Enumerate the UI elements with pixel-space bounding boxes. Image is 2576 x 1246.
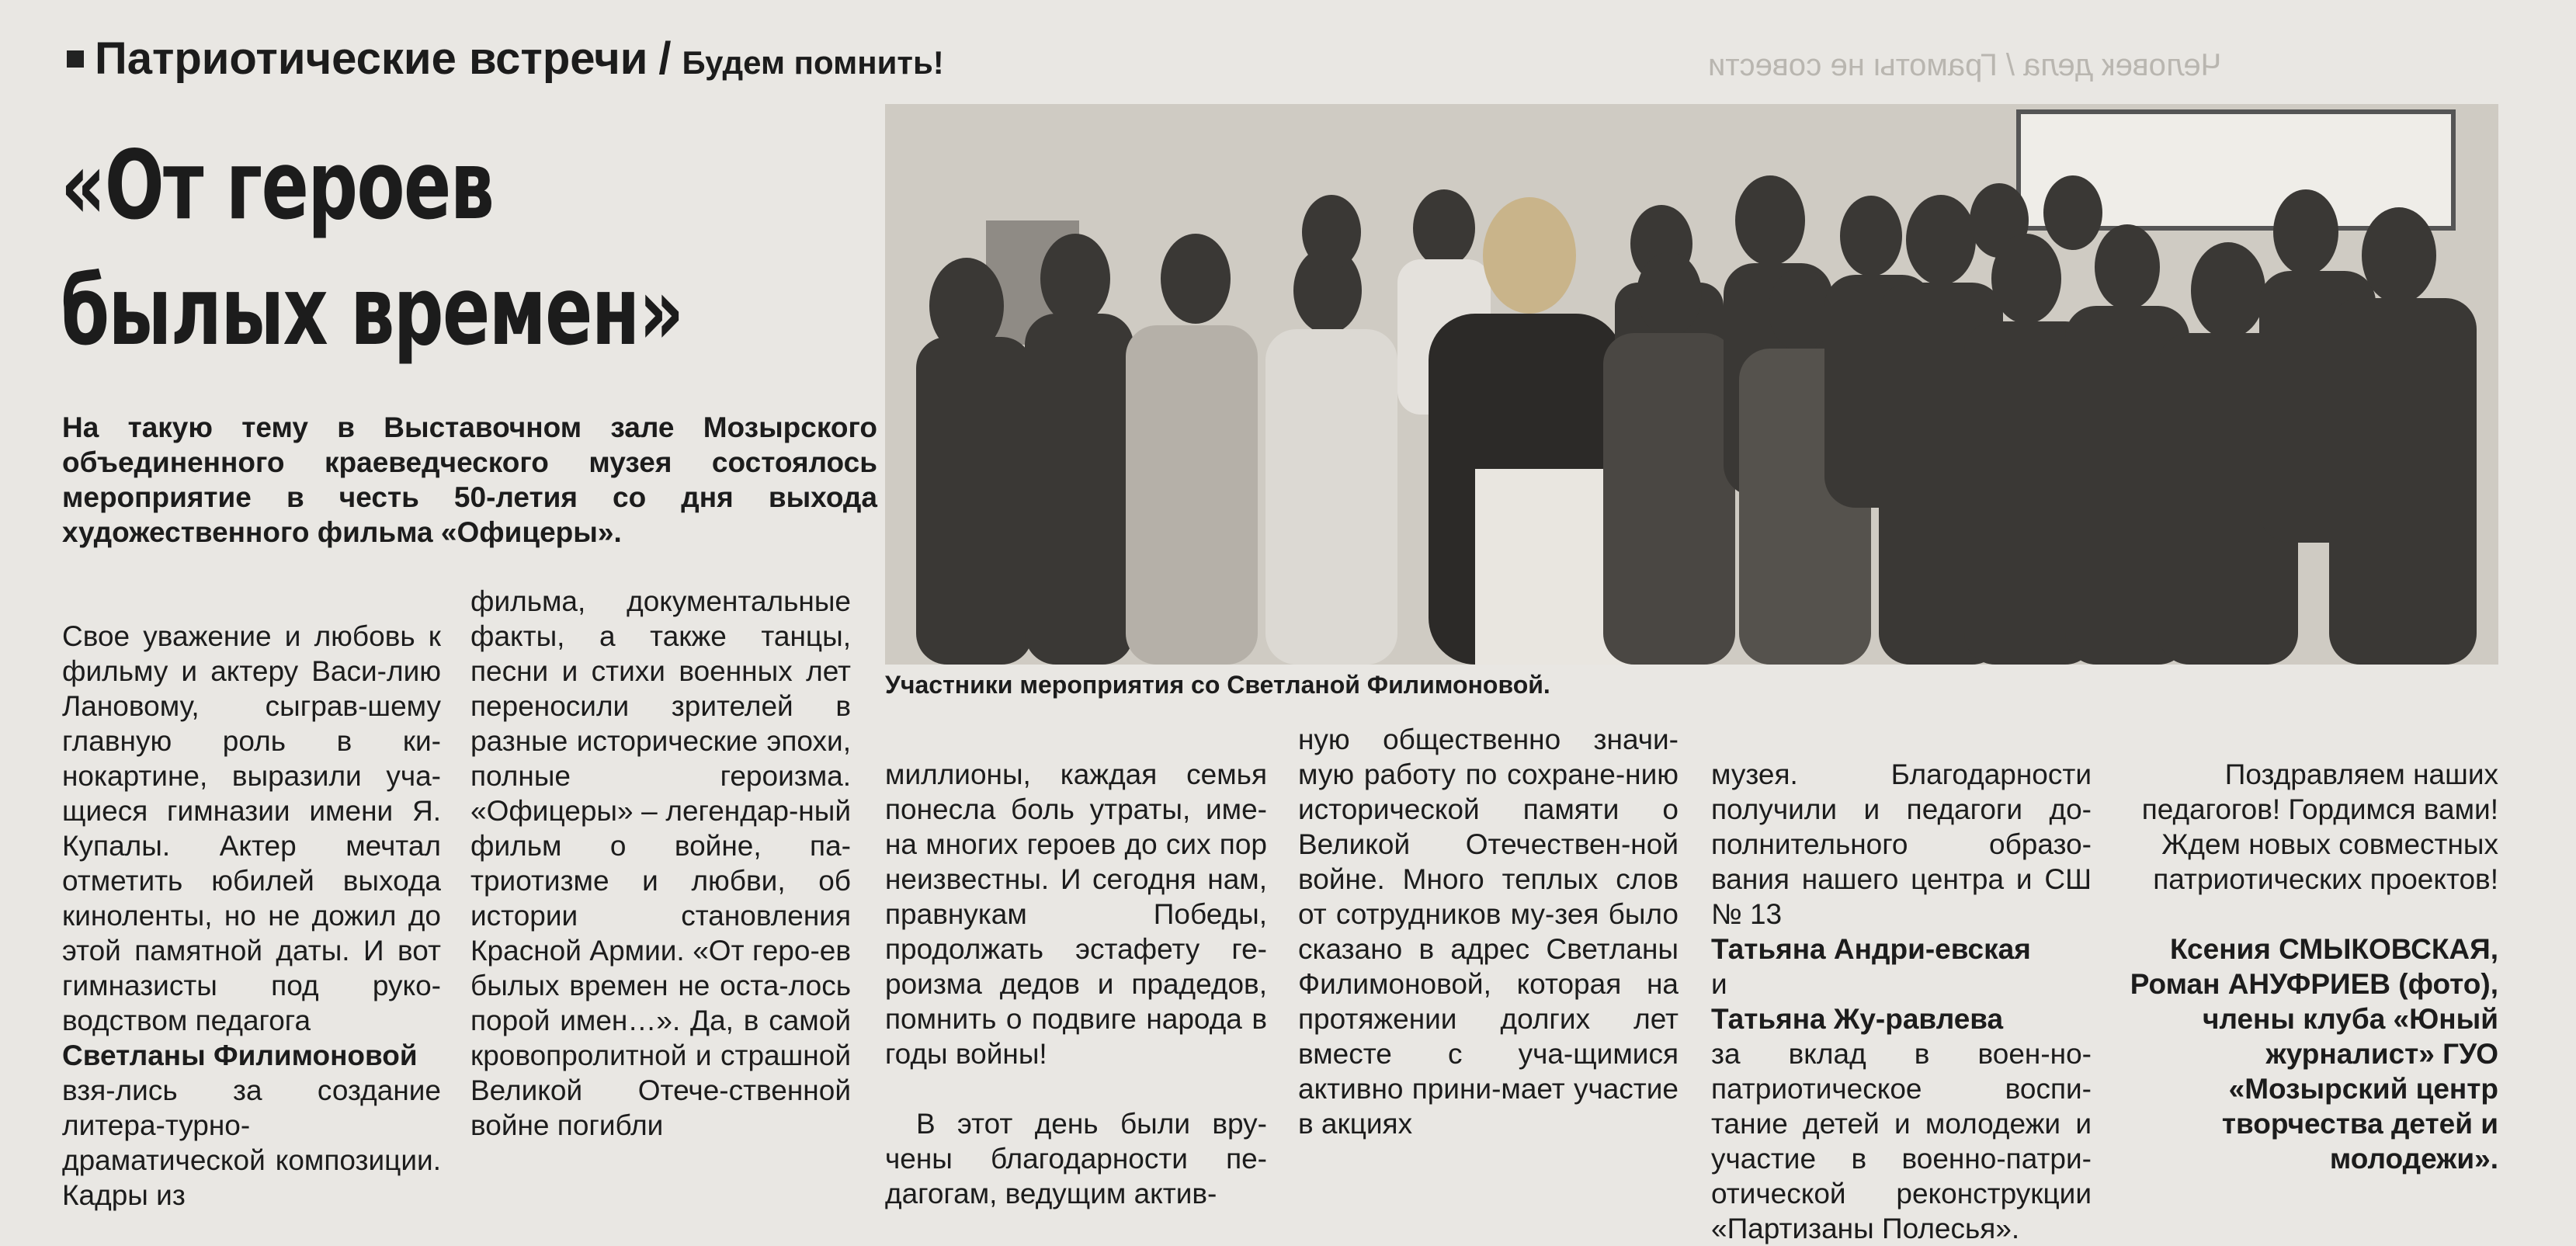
column-5-text-a: музея. Благодарности получили и педагоги до-полнительного образо-вания нашего центра и СШ № 13 xyxy=(1711,758,2092,930)
column-5 xyxy=(1711,722,2092,1246)
column-1 xyxy=(62,584,441,1213)
rubric-slash: / xyxy=(658,33,672,84)
column-1-text-b: взя-лись за создание литера-турно-драматической композиции. Кадры из xyxy=(62,1074,441,1211)
headline-line-2: былых времен» xyxy=(61,256,683,366)
column-6-greeting: Поздравляем наших педагогов! Гордимся вами! Ждем новых совместных патриотических проектов! xyxy=(2141,758,2498,895)
rubric-square-icon xyxy=(67,50,84,68)
rubric-subtitle: Будем помнить! xyxy=(682,44,944,81)
column-4: ную общественно значи-мую работу по сохране-нию исторической памяти о Великой Отечествен-ной войне. Много теплых слов от сотрудников му-зея было сказано в адрес Светланы Филимоновой, которая на протяжении долгих лет вместе с уча-щимися активно прини-мает участие в акциях xyxy=(1298,724,1679,1140)
column-5-text-b: за вклад в воен-но-патриотическое воспи-тание детей и молодежи и участие в военно-патри-отической реконструкции «Партизаны Полесья». xyxy=(1711,1038,2092,1244)
headline-line-1: «От героев xyxy=(61,130,494,241)
column-2: фильма, документальные факты, а также танцы, песни и стихи военных лет переносили зрителей в разные исторические эпохи, полные героизма. «Офицеры» – легендар-ный фильм о войне, па-триотизме и любви, об истории становления Красной Армии. «От геро-ев былых времен не оста-лось порой имен…». Да, в самой кровопролитной и страшной Великой Отече-ственной войне погибли xyxy=(470,585,851,1141)
awardee-name-1: Татьяна Андри-евская xyxy=(1711,933,2031,965)
column-1-text-a: Свое уважение и любовь к фильму и актеру Васи-лию Лановому, сыграв-шему главную роль в ки-нокартине, выразили уча-щиеся гимназии имени Я. Купалы. Актер мечтал отметить юбилей выхода киноленты, но не дожил до этой памятной даты. И вот гимназисты под руко-водством педагога xyxy=(62,620,441,1036)
group-photo xyxy=(885,104,2498,665)
author-signature: Ксения СМЫКОВСКАЯ, Роман АНУФРИЕВ (фото), члены клуба «Юный журналист» ГУО «Мозырский центр творчества детей и молодежи». xyxy=(2130,933,2498,1175)
article-headline xyxy=(61,123,683,374)
column-3-para-2: В этот день были вру-чены благодарности пе-дагогам, ведущим актив- xyxy=(885,1108,1267,1210)
rubric-title: Патриотические встречи xyxy=(95,33,648,84)
section-rubric xyxy=(67,33,944,85)
teacher-name: Светланы Филимоновой xyxy=(62,1039,418,1071)
awardee-name-2: Татьяна Жу-равлева xyxy=(1711,1003,2004,1035)
article-lead: На такую тему в Выставочном зале Мозырского объединенного краеведческого музея состоялось мероприятие в честь 50-летия со дня выхода художественного фильма «Офицеры». xyxy=(62,411,877,548)
photo-caption: Участники мероприятия со Светланой Филимоновой. xyxy=(885,671,1550,699)
column-3 xyxy=(885,722,1267,1246)
column-6 xyxy=(2118,722,2498,1211)
column-5-and: и xyxy=(1711,968,1727,1000)
bleed-through-text: Человек дела / Грамоты не совести xyxy=(1708,48,2222,82)
group-photo-illustration xyxy=(885,104,2498,665)
column-3-para-1: миллионы, каждая семья понесла боль утраты, име-на многих героев до сих пор неизвестны. И сегодня нам, правнукам Победы, продолжать эстафету ге-роизма дедов и прадедов, помнить о подвиге народа в годы войны! xyxy=(885,758,1267,1070)
